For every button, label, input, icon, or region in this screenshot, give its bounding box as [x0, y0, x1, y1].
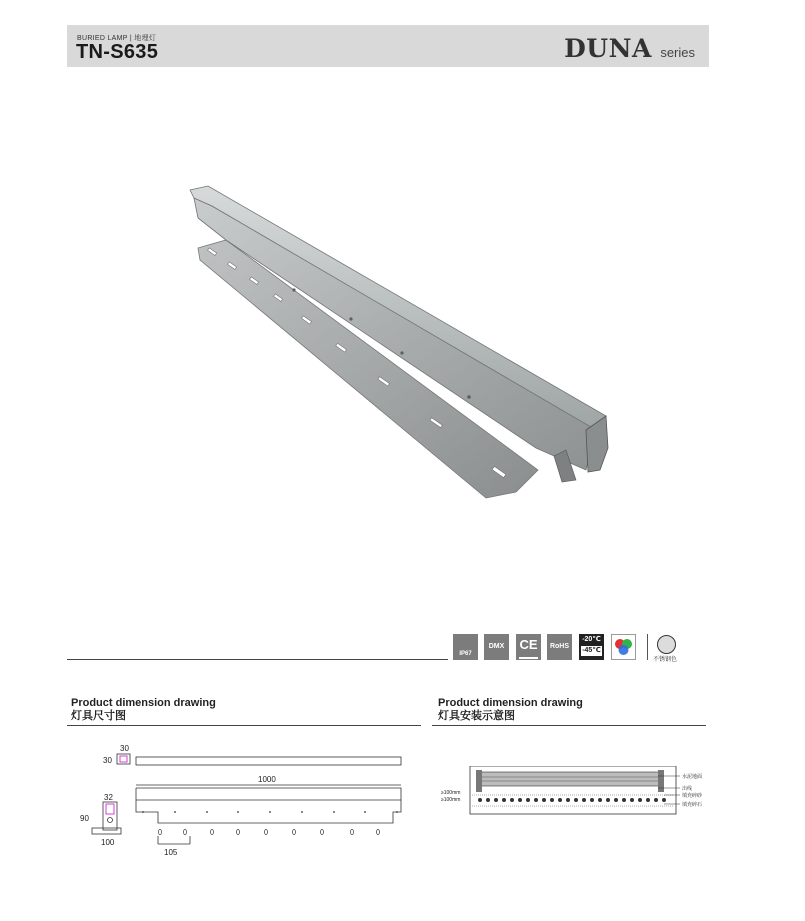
depth-label-1: ≥100mm [441, 790, 461, 796]
rohs-icon: RoHS [547, 634, 572, 660]
left-title-cn: 灯具尺寸图 [71, 710, 126, 722]
category-cn: 地埋灯 [134, 35, 157, 42]
dim-hole-spacing: 105 [164, 848, 178, 857]
cert-divider [647, 634, 648, 660]
right-section-title [438, 697, 583, 723]
ce-icon: CE [516, 634, 541, 660]
temperature-icon: -20℃ -45℃ [579, 634, 604, 660]
model-number: TN-S635 [76, 41, 159, 63]
right-title-en: Product dimension drawing [438, 697, 583, 709]
depth-label-2: ≥100mm [441, 797, 461, 803]
dmx-icon: DMX [484, 634, 509, 660]
dim-inner-width: 32 [104, 793, 113, 802]
finish-label: 不锈钢色 [653, 657, 678, 663]
side-section [103, 802, 117, 830]
right-title-cn: 灯具安装示意图 [438, 710, 515, 722]
top-strip [136, 757, 401, 765]
note-sand: 填充碎砂 [682, 793, 703, 799]
left-section-title [71, 697, 216, 723]
stainless-finish-icon [657, 635, 676, 654]
note-cable: 出线 [682, 786, 693, 792]
installation-drawing [440, 766, 710, 816]
dim-base-width: 100 [101, 838, 115, 847]
note-cement: 水泥地面 [682, 774, 703, 780]
series-name: DUNA [564, 34, 652, 63]
divider-main [67, 659, 448, 660]
product-photo [186, 180, 616, 510]
note-gravel: 填充碎石 [682, 802, 703, 808]
series-word: series [660, 45, 695, 60]
dim-height: 90 [80, 814, 89, 823]
left-section-rule [67, 725, 421, 726]
left-title-en: Product dimension drawing [71, 697, 216, 709]
dim-top-width: 30 [120, 744, 129, 753]
accent-profile [120, 756, 127, 762]
right-section-rule [432, 725, 706, 726]
dimension-drawing [70, 740, 410, 860]
series-label [564, 34, 695, 63]
rgb-color-icon [611, 634, 636, 660]
header-bar [67, 25, 709, 67]
dim-length: 1000 [258, 775, 276, 784]
dim-top-height: 30 [103, 756, 112, 765]
category-en: BURIED LAMP [77, 35, 128, 42]
ip67-icon: IP67 [453, 634, 478, 660]
front-elevation [136, 788, 401, 823]
category-separator: | [129, 35, 133, 42]
